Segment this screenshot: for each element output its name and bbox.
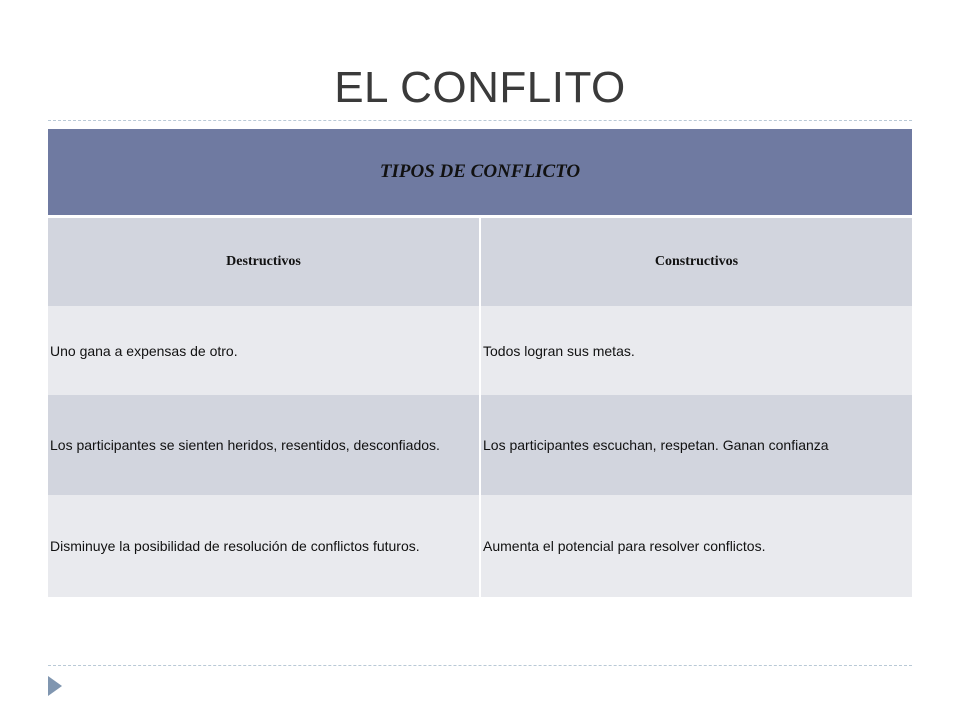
- play-arrow-icon: [48, 676, 62, 696]
- slide-title: EL CONFLITO: [334, 63, 626, 112]
- table-cell: Aumenta el potencial para resolver conflictos.: [480, 495, 912, 597]
- table-cell: Todos logran sus metas.: [480, 306, 912, 395]
- table-row: [48, 495, 912, 597]
- column-header-row: [48, 217, 912, 307]
- table-cell: Los participantes se sienten heridos, resentidos, desconfiados.: [48, 395, 480, 495]
- top-divider: [48, 120, 912, 121]
- column-header-destructivos: Destructivos: [48, 217, 480, 307]
- table-row: [48, 306, 912, 395]
- conflict-types-table: [48, 129, 912, 597]
- bottom-divider: [48, 665, 912, 666]
- table-header-row: [48, 129, 912, 217]
- table-cell: Los participantes escuchan, respetan. Ganan confianza: [480, 395, 912, 495]
- table-cell: Disminuye la posibilidad de resolución de conflictos futuros.: [48, 495, 480, 597]
- table-cell: Uno gana a expensas de otro.: [48, 306, 480, 395]
- table-title: TIPOS DE CONFLICTO: [48, 129, 912, 217]
- column-header-constructivos: Constructivos: [480, 217, 912, 307]
- table-row: [48, 395, 912, 495]
